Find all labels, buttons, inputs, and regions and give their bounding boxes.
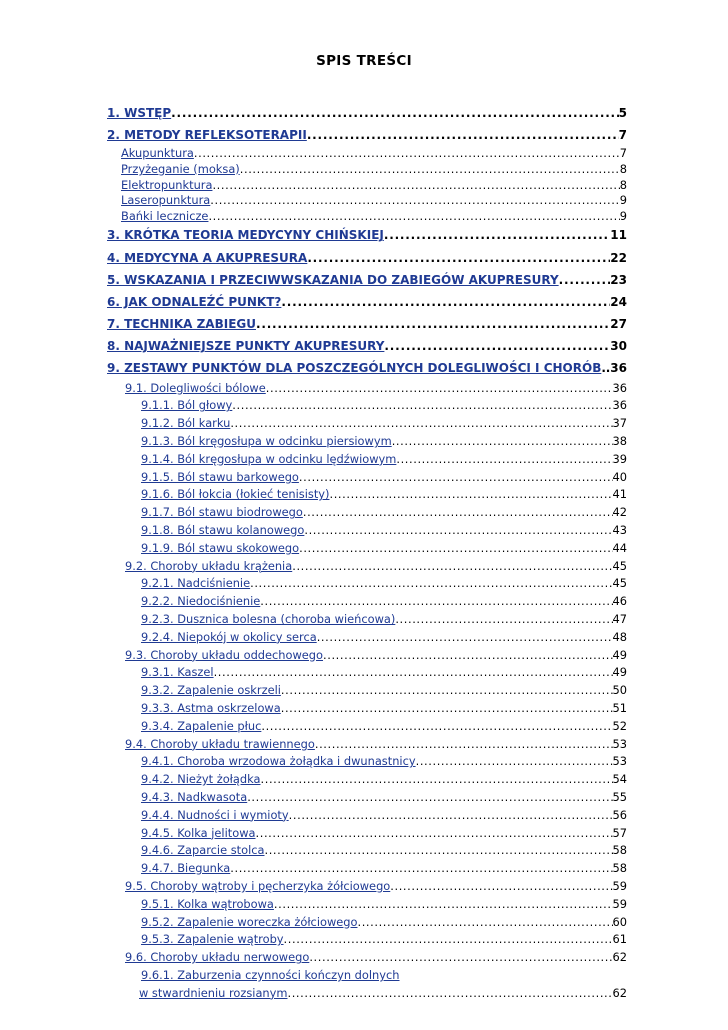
page-number: 8 (619, 161, 627, 176)
leader-dots (289, 807, 613, 825)
page-number: 37 (612, 416, 627, 431)
toc-link[interactable]: 9.4.2. Nieżyt żołądka (141, 772, 261, 787)
leader-dots (240, 162, 620, 178)
toc-link[interactable]: 7. TECHNIKA ZABIEGU (107, 317, 256, 332)
page-number: 57 (612, 825, 627, 840)
toc-item[interactable] (107, 451, 627, 469)
toc-item[interactable] (107, 842, 627, 860)
toc-section[interactable] (107, 949, 627, 967)
leader-dots (194, 146, 620, 162)
leader-dots (392, 433, 613, 451)
leader-dots (317, 629, 613, 647)
toc-link[interactable]: Przyżeganie (moksa) (121, 161, 240, 176)
page-number: 36 (612, 398, 627, 413)
page-number: 43 (612, 523, 627, 538)
toc-item[interactable] (107, 789, 627, 807)
leader-dots (247, 789, 612, 807)
leader-dots (395, 611, 612, 629)
leader-dots (250, 575, 612, 593)
toc-item[interactable] (107, 753, 627, 771)
toc-link[interactable]: 9.5.1. Kolka wątrobowa (141, 896, 274, 911)
leader-dots (299, 540, 612, 558)
toc-link[interactable]: 9.4.7. Biegunka (141, 861, 231, 876)
page-number: 51 (612, 701, 627, 715)
toc-link[interactable]: 8. NAJWAŻNIEJSZE PUNKTY AKUPRESURY (107, 339, 385, 354)
toc-link[interactable]: 1. WSTĘP (107, 106, 172, 120)
page-number: 48 (612, 629, 627, 644)
page-number: 7 (618, 128, 627, 143)
leader-dots (281, 682, 613, 700)
page-number: 47 (612, 612, 627, 627)
toc-link[interactable]: 9.2. Choroby układu krążenia (125, 558, 293, 573)
leader-dots (309, 949, 612, 967)
page-title: SPIS TREŚCI (316, 53, 412, 69)
toc-entry-4[interactable] (107, 247, 627, 269)
leader-dots (315, 736, 613, 754)
toc-entry-9[interactable] (107, 357, 627, 379)
toc-item[interactable] (107, 469, 627, 487)
leader-dots (230, 860, 612, 878)
toc-link[interactable]: 9.3. Choroby układu oddechowego (125, 647, 324, 662)
page-number: 58 (612, 861, 627, 876)
toc-item[interactable] (107, 896, 627, 914)
toc-link[interactable]: 9.1.5. Ból stawu barkowego (141, 469, 299, 484)
toc-item[interactable] (107, 807, 627, 825)
page-number: 9 (619, 208, 627, 223)
toc-link[interactable]: 9.5.2. Zapalenie woreczka żółciowego (141, 914, 358, 929)
toc-item[interactable] (107, 397, 627, 415)
toc-link[interactable]: 9.4.1. Choroba wrzodowa żołądka i dwunastnicy (141, 754, 416, 769)
toc-link[interactable]: 9. ZESTAWY PUNKTÓW DLA POSZCZEGÓLNYCH DOLEGLIWOŚCI I CHORÓB (107, 361, 602, 376)
toc-link[interactable]: Bańki lecznicze (121, 208, 209, 223)
page-number: 39 (612, 451, 627, 466)
page-number: 36 (612, 380, 627, 395)
leader-dots (384, 335, 610, 357)
leader-dots (307, 247, 610, 269)
toc-subentry[interactable] (107, 209, 627, 225)
toc-link[interactable]: 9.3.2. Zapalenie oskrzeli (141, 683, 281, 698)
toc-link[interactable]: 9.1.9. Ból stawu skokowego (141, 540, 300, 555)
toc-item[interactable] (107, 825, 627, 843)
page-number: 61 (612, 932, 627, 947)
leader-dots (559, 269, 611, 291)
toc-link[interactable]: 9.1.6. Ból łokcia (łokieć tenisisty) (141, 487, 330, 502)
toc-section[interactable] (107, 380, 627, 398)
toc-item[interactable] (107, 860, 627, 878)
page-number: 45 (612, 576, 627, 591)
leader-dots (210, 193, 619, 209)
toc-link[interactable]: 6. JAK ODNALEŹĆ PUNKT? (107, 294, 282, 309)
toc-item[interactable] (107, 504, 627, 522)
leader-dots (261, 771, 613, 789)
toc-link[interactable]: 9.1.3. Ból kręgosłupa w odcinku piersiowym (141, 434, 392, 449)
toc-link[interactable]: 9.1.4. Ból kręgosłupa w odcinku lędźwiowym (141, 451, 397, 466)
leader-dots (261, 718, 612, 736)
leader-dots (214, 664, 613, 682)
page-number: 7 (619, 146, 627, 161)
page-number: 11 (610, 228, 627, 243)
leader-dots (390, 878, 612, 896)
toc-section[interactable] (107, 558, 627, 576)
toc-item[interactable] (107, 540, 627, 558)
toc-item[interactable] (107, 718, 627, 736)
page-number: 55 (612, 789, 627, 804)
leader-dots (266, 380, 613, 398)
toc-link[interactable]: 2. METODY REFLEKSOTERAPII (107, 128, 307, 143)
toc-item[interactable] (107, 593, 627, 611)
page-number: 52 (612, 718, 627, 733)
page-number: 8 (619, 177, 627, 192)
leader-dots (384, 224, 610, 246)
toc-item[interactable] (107, 682, 627, 700)
toc-link[interactable]: 4. MEDYCYNA A AKUPRESURA (107, 250, 308, 265)
page-number: 30 (610, 339, 627, 354)
leader-dots (260, 593, 612, 611)
leader-dots (303, 504, 613, 522)
leader-dots (232, 397, 612, 415)
toc-link[interactable]: 9.2.2. Niedociśnienie (141, 594, 261, 609)
leader-dots (307, 124, 619, 146)
leader-dots (264, 842, 612, 860)
toc-item-line1[interactable]: 9.6.1. Zaburzenia czynności kończyn dolnych (141, 967, 400, 982)
toc-link[interactable]: 9.2.1. Nadciśnienie (141, 576, 251, 591)
toc-section[interactable] (107, 736, 627, 754)
toc-subentry[interactable] (107, 178, 627, 194)
toc-entry-3[interactable] (107, 224, 627, 246)
toc-link[interactable]: 9.5.3. Zapalenie wątroby (141, 932, 284, 947)
page-number: 56 (612, 807, 627, 822)
page-number: 9 (619, 193, 627, 208)
toc-link[interactable]: 9.3.1. Kaszel (141, 665, 214, 680)
toc-item[interactable] (107, 575, 627, 593)
page-number: 49 (612, 665, 627, 680)
page-number: 40 (612, 469, 627, 484)
leader-dots (416, 753, 613, 771)
page-number: 62 (612, 950, 627, 965)
leader-dots (304, 522, 612, 540)
toc-link[interactable]: 9.4.5. Kolka jelitowa (141, 825, 256, 840)
toc-link[interactable]: 9.5. Choroby wątroby i pęcherzyka żółciowego (125, 878, 391, 893)
toc-link[interactable]: 3. KRÓTKA TEORIA MEDYCYNY CHIŃSKIEJ (107, 228, 384, 243)
toc-link[interactable]: 9.1.2. Ból karku (141, 416, 231, 431)
leader-dots (284, 931, 613, 949)
table-of-contents (107, 102, 627, 1003)
toc-entry-2[interactable] (107, 124, 627, 146)
leader-dots (281, 291, 610, 313)
page-number: 22 (610, 250, 627, 265)
page-number: 41 (612, 487, 627, 502)
page-number: .36 (605, 361, 627, 376)
toc-entry-6[interactable] (107, 291, 627, 313)
toc-item[interactable] (107, 611, 627, 629)
toc-entry-8[interactable] (107, 335, 627, 357)
page-number: 46 (612, 594, 627, 609)
page-number: 58 (612, 843, 627, 858)
page-number: 49 (612, 647, 627, 662)
page-number: 24 (610, 294, 627, 309)
toc-item-line2[interactable] (107, 985, 627, 1003)
leader-dots (212, 178, 619, 194)
toc-item[interactable] (107, 700, 627, 718)
toc-link[interactable]: 9.4.6. Zaparcie stolca (141, 843, 265, 858)
toc-link[interactable]: 9.1. Dolegliwości bólowe (125, 380, 266, 395)
page-number: 42 (612, 505, 627, 520)
page-number: 53 (612, 754, 627, 769)
toc-item[interactable] (107, 771, 627, 789)
page-number: 62 (612, 985, 627, 1000)
toc-item[interactable] (107, 931, 627, 949)
leader-dots (230, 415, 612, 433)
toc-link[interactable]: 9.1.8. Ból stawu kolanowego (141, 523, 305, 538)
toc-link[interactable]: 9.6. Choroby układu nerwowego (125, 950, 310, 965)
leader-dots (323, 647, 612, 665)
leader-dots (274, 896, 613, 914)
toc-item[interactable] (107, 415, 627, 433)
page-number: 38 (612, 434, 627, 449)
toc-link[interactable]: 9.4. Choroby układu trawiennego (125, 736, 315, 751)
toc-subentry[interactable] (107, 162, 627, 178)
toc-subentry[interactable] (107, 146, 627, 162)
toc-item[interactable] (107, 522, 627, 540)
leader-dots (256, 825, 613, 843)
toc-entry-7[interactable] (107, 313, 627, 335)
toc-link[interactable]: Laseropunktura (121, 193, 211, 208)
page-number: 60 (612, 914, 627, 929)
page-number: 59 (612, 878, 627, 893)
leader-dots (396, 451, 612, 469)
page-number: 54 (612, 772, 627, 787)
toc-entry-5[interactable] (107, 269, 627, 291)
toc-link[interactable]: 9.4.3. Nadkwasota (141, 789, 248, 804)
page-number: 59 (612, 896, 627, 911)
leader-dots (287, 985, 612, 1003)
toc-link[interactable]: 9.4.4. Nudności i wymioty (141, 807, 289, 822)
page-number: 5 (618, 106, 627, 120)
leader-dots (329, 486, 612, 504)
toc-link[interactable]: 9.2.4. Niepokój w okolicy serca (141, 629, 317, 644)
page-number: 27 (610, 317, 627, 332)
toc-section[interactable] (107, 878, 627, 896)
page-number: 23 (610, 272, 627, 287)
leader-dots (281, 700, 613, 718)
leader-dots (256, 313, 610, 335)
leader-dots (299, 469, 613, 487)
toc-link[interactable]: 9.1.7. Ból stawu biodrowego (141, 505, 303, 520)
toc-subentry[interactable] (107, 193, 627, 209)
leader-dots (292, 558, 612, 576)
page-number: 50 (612, 683, 627, 698)
leader-dots (171, 102, 618, 124)
leader-dots (357, 914, 612, 932)
toc-link[interactable]: 9.3.3. Astma oskrzelowa (141, 701, 281, 715)
toc-link[interactable]: 5. WSKAZANIA I PRZECIWWSKAZANIA DO ZABIEGÓW AKUPRESURY (107, 272, 559, 287)
page-number: 44 (612, 540, 627, 555)
leader-dots (208, 209, 619, 225)
toc-item[interactable] (107, 664, 627, 682)
toc-section[interactable] (107, 647, 627, 665)
toc-link[interactable]: Elektropunktura (121, 177, 213, 192)
toc-link[interactable]: w stwardnieniu rozsianym (139, 985, 288, 1000)
page-number: 53 (612, 736, 627, 751)
toc-item[interactable] (107, 486, 627, 504)
toc-item[interactable] (107, 433, 627, 451)
toc-entry-1[interactable] (107, 102, 627, 124)
toc-link[interactable]: 9.2.3. Dusznica bolesna (choroba wieńcowa) (141, 612, 396, 627)
toc-item[interactable] (107, 629, 627, 647)
toc-link[interactable]: 9.1.1. Ból głowy (141, 398, 233, 413)
toc-item[interactable] (107, 914, 627, 932)
toc-link[interactable]: Akupunktura (121, 146, 194, 161)
toc-link[interactable]: 9.3.4. Zapalenie płuc (141, 718, 262, 733)
page-number: 45 (612, 558, 627, 573)
